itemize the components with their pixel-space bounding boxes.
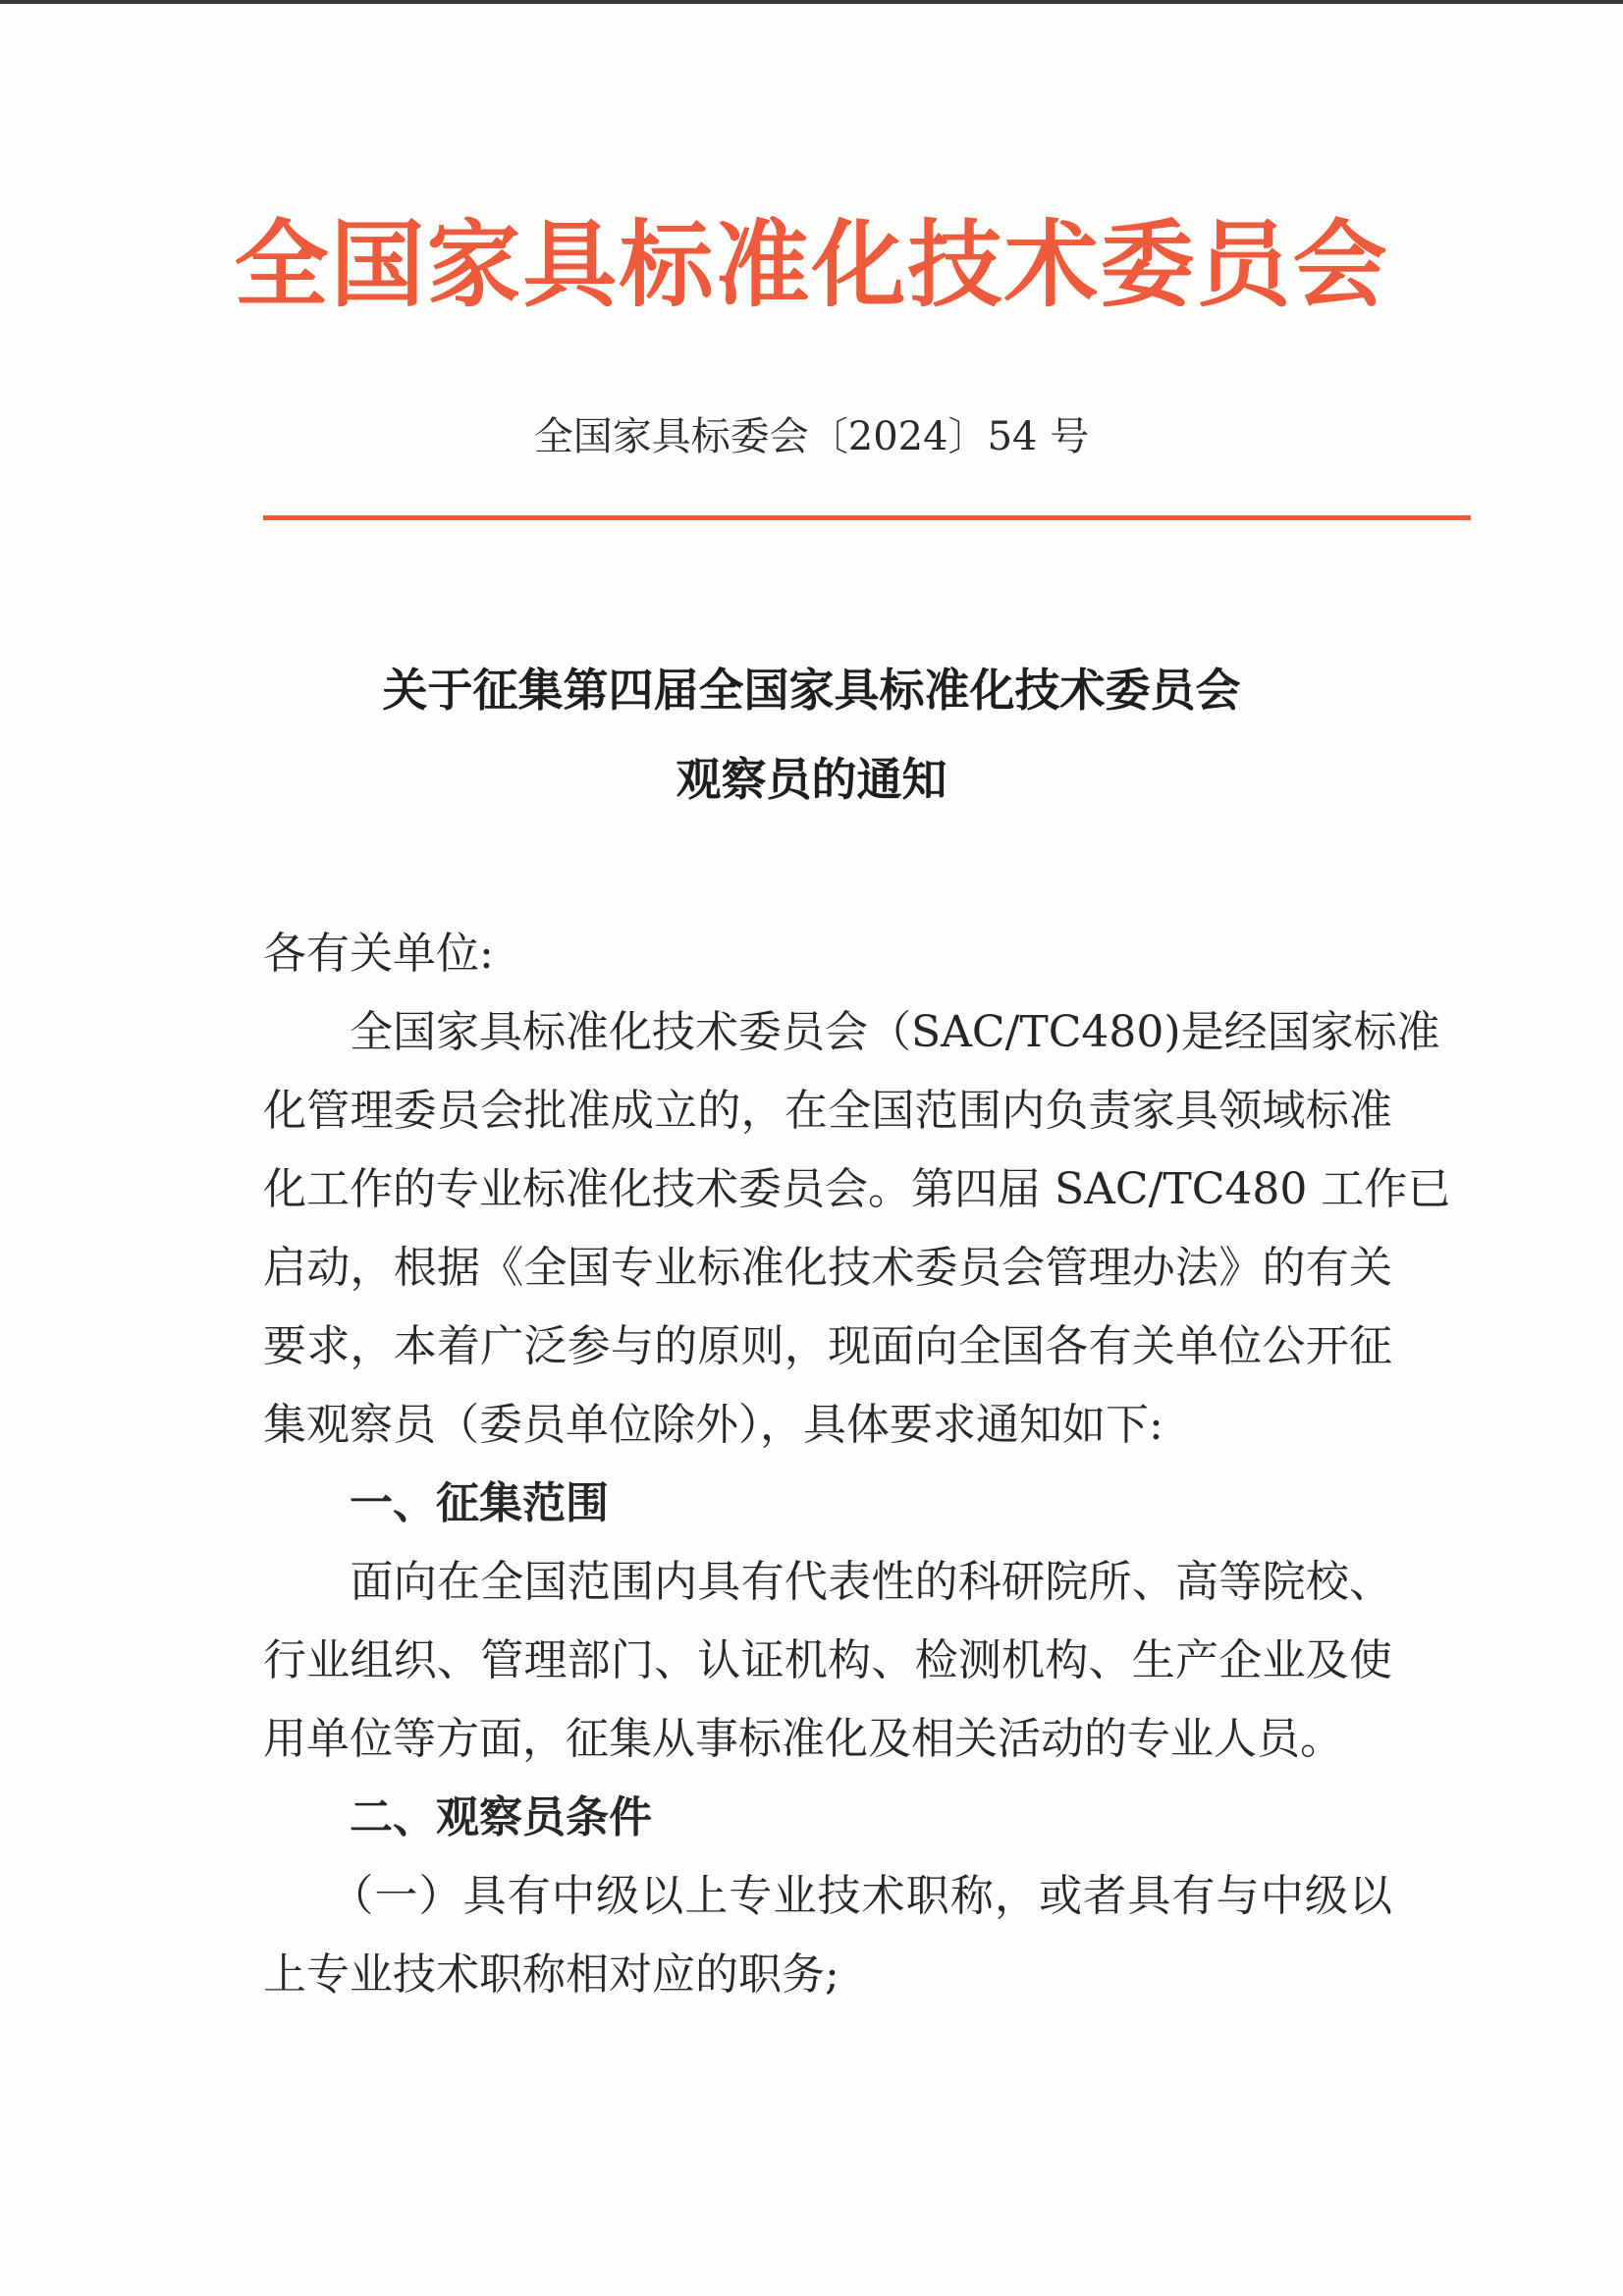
scan-top-edge [0,0,1623,4]
paragraph-line: 启动，根据《全国专业标准化技术委员会管理办法》的有关 [263,1243,1392,1293]
paragraph-line: 行业组织、管理部门、认证机构、检测机构、生产企业及使 [263,1635,1392,1685]
paragraph-line: 上专业技术职称相对应的职务; [263,1949,839,2000]
paragraph-line: 要求，本着广泛参与的原则，现面向全国各有关单位公开征 [263,1321,1392,1371]
notice-title-line-1: 关于征集第四届全国家具标准化技术委员会 [382,664,1241,717]
paragraph-line: 用单位等方面，征集从事标准化及相关活动的专业人员。 [263,1714,1343,1764]
salutation: 各有关单位: [263,929,494,979]
section-heading: 一、征集范围 [263,1478,609,1528]
document-number: 全国家具标委会〔2024〕54 号 [533,414,1090,459]
notice-title-line-2: 观察员的通知 [676,753,947,806]
red-separator-rule [263,515,1471,520]
issuer-letterhead: 全国家具标准化技术委员会 [234,210,1389,320]
paragraph-line: 面向在全国范围内具有代表性的科研院所、高等院校、 [263,1557,1392,1607]
paragraph-line: （一）具有中级以上专业技术职称，或者具有与中级以 [263,1871,1392,1921]
paragraph-line: 化工作的专业标准化技术委员会。第四届 SAC/TC480 工作已 [263,1164,1451,1214]
paragraph-line: 全国家具标准化技术委员会（SAC/TC480)是经国家标准 [263,1007,1440,1057]
paragraph-line: 集观察员（委员单位除外），具体要求通知如下: [263,1400,1163,1450]
section-heading: 二、观察员条件 [263,1792,652,1842]
paragraph-line: 化管理委员会批准成立的，在全国范围内负责家具领域标准 [263,1086,1392,1136]
